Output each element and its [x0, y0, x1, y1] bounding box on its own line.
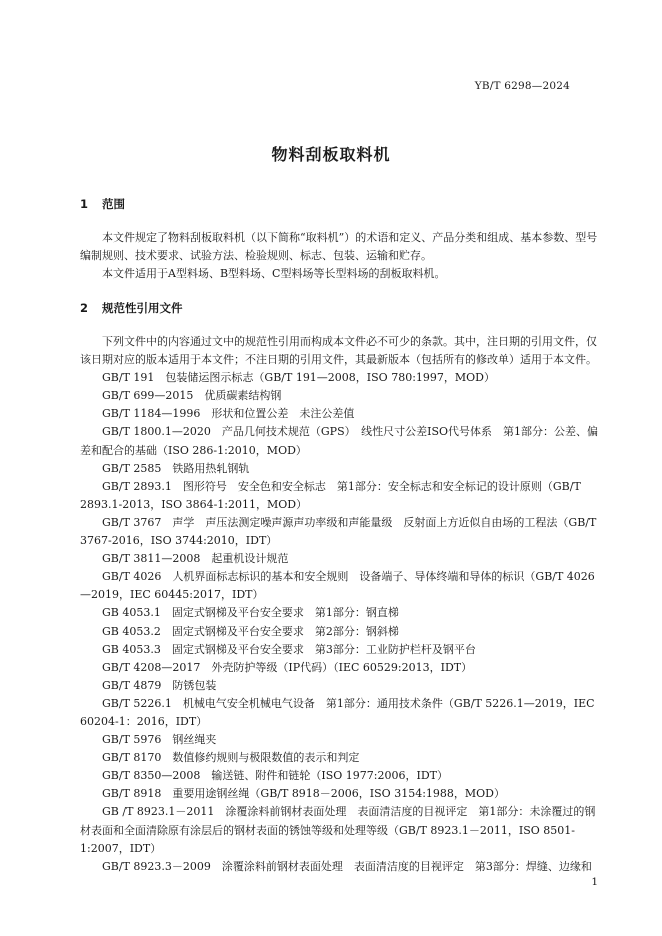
- reference-item: GB 4053.3 固定式钢梯及平台安全要求 第3部分：工业防护栏杆及钢平台: [102, 642, 476, 656]
- reference-item: GB/T 4879 防锈包装: [102, 678, 217, 692]
- reference-item: GB /T 8923.1－2011 涂覆涂料前钢材表面处理 表面清洁度的目视评定 第1部分：未涂覆过的钢材表面和全面清除原有涂层后的钢材表面的锈蚀等级和处理等级（GB/T 8923.1－2011，ISO 8501-1:2007，IDT）: [80, 805, 596, 855]
- section-1-body: [80, 229, 600, 283]
- reference-item: GB/T 3811—2008 起重机设计规范: [102, 552, 289, 566]
- reference-item: GB/T 8350—2008 输送链、附件和链轮（ISO 1977:2006，IDT）: [102, 769, 448, 783]
- reference-item: GB 4053.1 固定式钢梯及平台安全要求 第1部分：钢直梯: [102, 606, 399, 620]
- reference-item: GB/T 5976 钢丝绳夹: [102, 733, 217, 747]
- page-number: 1: [591, 876, 598, 888]
- reference-item: GB/T 5226.1 机械电气安全机械电气设备 第1部分：通用技术条件（GB/T 5226.1—2019，IEC 60204-1：2016，IDT）: [80, 696, 595, 728]
- document-title: 物料刮板取料机: [271, 145, 391, 164]
- reference-item: GB/T 1184—1996 形状和位置公差 未注公差值: [102, 407, 355, 421]
- reference-item: GB/T 3767 声学 声压法测定噪声源声功率级和声能量级 反射面上方近似自由场的工程法（GB/T 3767-2016，ISO 3744:2010，IDT）: [80, 515, 597, 548]
- reference-item: GB/T 4026 人机界面标志标识的基本和安全规则 设备端子、导体终端和导体的标识（GB/T 4026—2019，IEC 60445:2017，IDT）: [80, 570, 595, 602]
- reference-item: GB/T 8923.3－2009 涂覆涂料前钢材表面处理 表面清洁度的目视评定 第3部分：焊缝、边缘和: [102, 859, 592, 873]
- paragraph: 下列文件中的内容通过文中的规范性引用而构成本文件必不可少的条款。其中，注日期的引用文件，仅该日期对应的版本适用于本文件；不注日期的引用文件，其最新版本（包括所有的修改单）适用于本文件。: [80, 335, 597, 367]
- reference-item: GB/T 4208—2017 外壳防护等级（IP代码）（IEC 60529:2013，IDT）: [102, 660, 473, 674]
- reference-item: GB 4053.2 固定式钢梯及平台安全要求 第2部分：钢斜梯: [102, 624, 399, 638]
- reference-item: GB/T 191 包装储运图示标志（GB/T 191—2008，ISO 780:1997，MOD）: [102, 371, 495, 385]
- paragraph: 本文件适用于A型料场、B型料场、C型料场等长型料场的刮板取料机。: [102, 267, 446, 281]
- section-heading-2: [80, 300, 183, 316]
- section-number: 1: [80, 197, 89, 211]
- section-heading-1: [80, 196, 125, 212]
- reference-item: GB/T 8170 数值修约规则与极限数值的表示和判定: [102, 751, 360, 765]
- reference-item: GB/T 2585 铁路用热轧钢轨: [102, 461, 250, 475]
- section-number: 2: [80, 301, 89, 315]
- reference-item: GB/T 699—2015 优质碳素结构钢: [102, 389, 282, 403]
- standard-number: YB/T 6298—2024: [474, 80, 570, 92]
- section-title: 规范性引用文件: [102, 301, 183, 315]
- paragraph: 本文件规定了物料刮板取料机（以下简称“取料机”）的术语和定义、产品分类和组成、基本参数、型号编制规则、技术要求、试验方法、检验规则、标志、包装、运输和贮存。: [80, 231, 598, 263]
- reference-item: GB/T 1800.1—2020 产品几何技术规范（GPS） 线性尺寸公差ISO代号体系 第1部分：公差、偏差和配合的基础（ISO 286-1:2010，MOD）: [80, 425, 599, 457]
- reference-item: GB/T 2893.1 图形符号 安全色和安全标志 第1部分：安全标志和安全标记的设计原则（GB/T 2893.1-2013，ISO 3864-1:2011，MOD）: [80, 479, 581, 511]
- section-2-body: [80, 333, 600, 876]
- section-title: 范围: [102, 197, 126, 211]
- reference-item: GB/T 8918 重要用途钢丝绳（GB/T 8918－2006，ISO 3154:1988，MOD）: [102, 787, 505, 801]
